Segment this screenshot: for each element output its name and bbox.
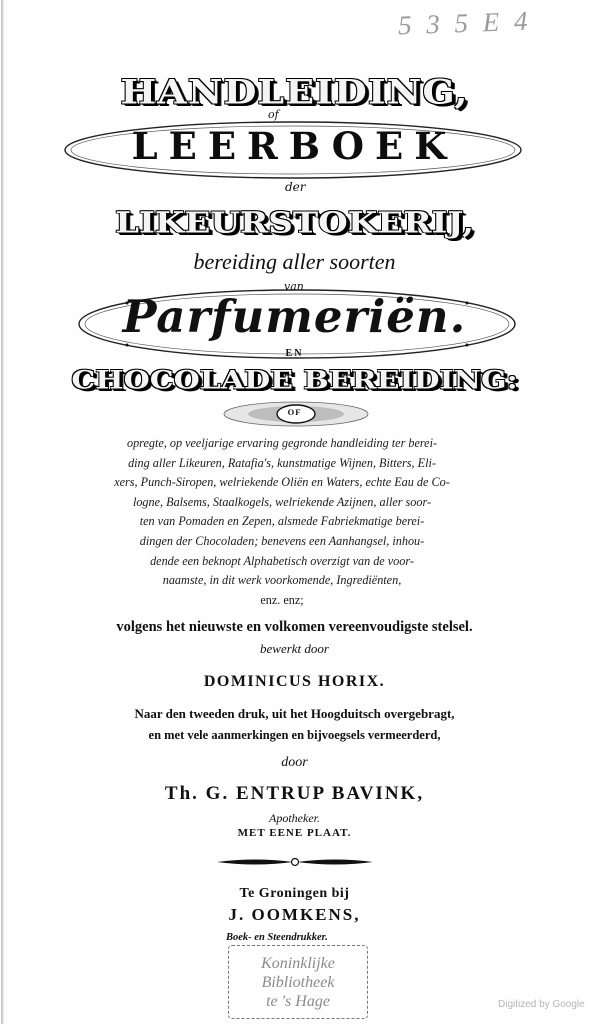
connector-en: EN [285, 348, 304, 359]
stamp-line: te 's Hage [266, 993, 330, 1010]
library-mark: 5 3 5 E 4 [397, 5, 532, 41]
digitized-watermark: Digitized by Google [498, 999, 585, 1010]
description-line: enz. enz; [260, 592, 304, 607]
bewerkt-door: bewerkt door [260, 641, 329, 656]
stamp-line: Koninklijke [261, 955, 335, 972]
connector-van: van [284, 280, 304, 293]
stelsel-line: volgens het nieuwste en volkomen vereenvoudigste stelsel. [116, 619, 473, 635]
description-line: dingen der Chocoladen; benevens een Aanhangsel, inhou- [139, 533, 425, 548]
description-line: xers, Punch-Siropen, welriekende Oliën en Waters, echte Eau de Co- [114, 475, 450, 490]
plate-note: MET EENE PLAAT. [237, 827, 352, 839]
publisher-name: J. OOMKENS, [228, 905, 361, 924]
translation-line-1: Naar den tweeden druk, uit het Hoogduitsch overgebragt, [134, 706, 455, 721]
translator-name: Th. G. ENTRUP BAVINK, [164, 783, 425, 804]
connector-der: der [285, 180, 306, 194]
title-chocolade: CHOCOLADE BEREIDING: [71, 365, 518, 396]
translator-role: Apotheker. [269, 811, 320, 825]
title-likeurstokerij: LIKEURSTOKERIJ, [115, 206, 474, 240]
publisher-role: Boek- en Steendrukker. [226, 932, 328, 943]
subtitle-bereiding: bereiding aller soorten [193, 249, 396, 274]
title-parfumerien: Parfumeriën. [122, 290, 467, 343]
description-paragraph [66, 434, 498, 610]
author-name: DOMINICUS HORIX. [203, 673, 386, 690]
connector-of-2: OF [287, 407, 302, 417]
description-line: logne, Balsems, Staalkogels, welriekende Azijnen, aller soor- [132, 494, 432, 509]
connector-of: of [268, 108, 279, 121]
title-handleiding: HANDLEIDING, [120, 71, 469, 112]
stamp-line: Bibliotheek [261, 974, 335, 991]
bottom-ornament [215, 854, 375, 870]
translation-line-2: en met vele aanmerkingen en bijvoegsels vermeerderd, [148, 728, 441, 742]
description-line: opregte, op veeljarige ervaring gegronde handleiding ter berei- [126, 436, 438, 450]
description-line: ding aller Likeuren, Ratafia's, kunstmatige Wijnen, Bitters, Eli- [128, 455, 436, 470]
title-leerboek: LEERBOEK [131, 124, 458, 168]
description-line: naamste, in dit werk voorkomende, Ingrediënten, [162, 573, 402, 588]
connector-door: door [281, 755, 308, 770]
description-line: ten van Pomaden en Zepen, alsmede Fabriekmatige berei- [139, 514, 425, 529]
library-stamp [228, 945, 368, 1019]
imprint-place: Te Groningen bij [239, 886, 350, 901]
description-line: dende een beknopt Alphabetisch overzigt van de voor- [150, 553, 414, 568]
